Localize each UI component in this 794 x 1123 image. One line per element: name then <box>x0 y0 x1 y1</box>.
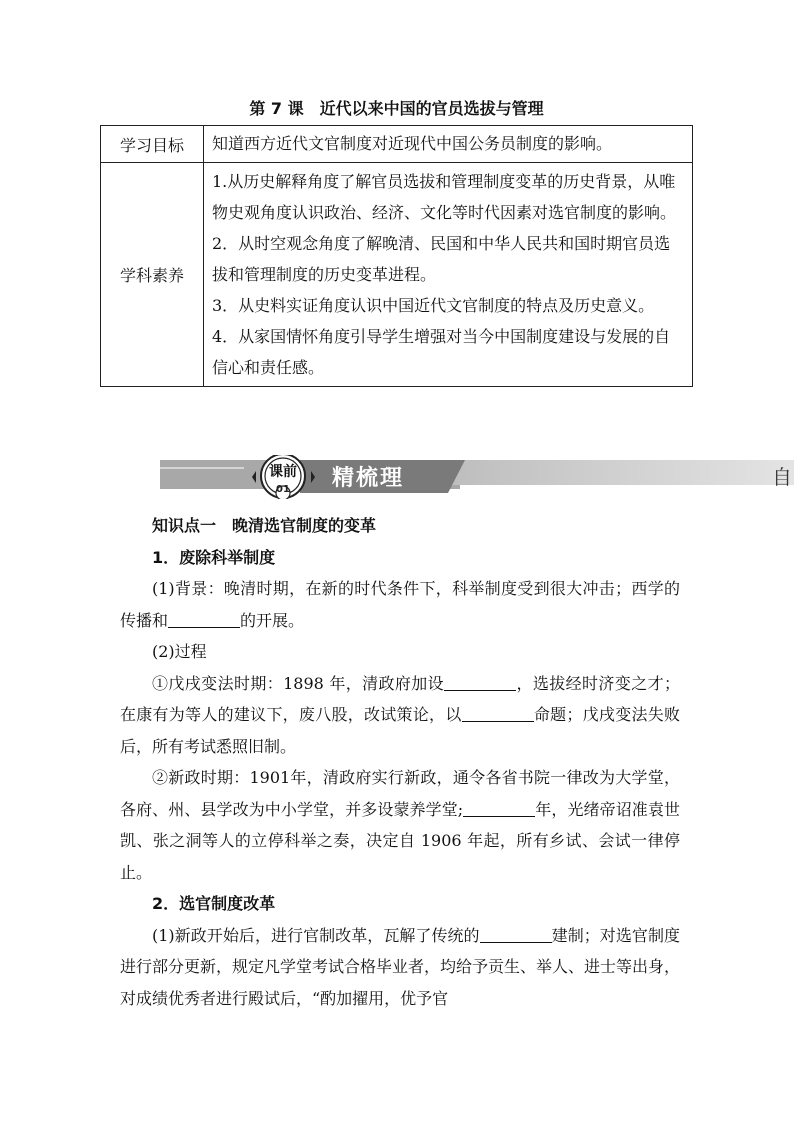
literacy-item-2: 2．从时空观念角度了解晚清、民国和中华人民共和国时期官员选拔和管理制度的历史变革进程。 <box>212 234 671 284</box>
banner-edge-text: 自 <box>772 465 792 489</box>
fill-blank[interactable] <box>463 800 535 817</box>
lesson-content <box>120 510 680 1014</box>
banner-number: 01 <box>276 484 290 495</box>
literacy-item-4: 4．从家国情怀角度引导学生增强对当今中国制度建设与发展的自信心和责任感。 <box>212 327 671 377</box>
table-row <box>101 163 693 387</box>
section-1-background: (1)背景：晚清时期，在新的时代条件下，科举制度受到很大冲击；西学的传播和 的开展。 <box>120 579 680 630</box>
fill-blank[interactable] <box>444 674 516 691</box>
goal-text: 知道西方近代文官制度对近现代中国公务员制度的影响。 <box>204 126 693 163</box>
literacy-cell <box>204 163 693 387</box>
fill-blank[interactable] <box>168 611 240 628</box>
banner-heading: 精梳理 <box>332 466 405 491</box>
table-row <box>101 126 693 163</box>
fill-blank[interactable] <box>462 705 534 722</box>
section-2-title: 2．选官制度改革 <box>152 894 276 913</box>
literacy-item-3: 3．从史料实证角度认识中国近代文官制度的特点及历史意义。 <box>212 296 655 315</box>
literacy-item-1: 1.从历史解释角度了解官员选拔和管理制度变革的历史背景，从唯物史观角度认识政治、经济、文化等时代因素对选官制度的影响。 <box>212 172 677 222</box>
banner-graphic <box>160 455 794 499</box>
knowledge-point-title: 知识点一 晚清选官制度的变革 <box>152 516 377 535</box>
goal-label: 学习目标 <box>101 126 204 163</box>
section-1-title: 1．废除科举制度 <box>152 547 276 567</box>
banner-tag: 课前 <box>269 464 297 480</box>
section-1-process-2: ②新政时期：1901年，清政府实行新政，通令各省书院一律改为大学堂，各府、州、县学改为中小学堂，并多设蒙养学堂; 年，光绪帝诏准袁世凯、张之洞等人的立停科举之奏，决定自 1906 年起，所有乡试、会试一律停止。 <box>120 768 680 882</box>
section-1-process-1: ①戊戌变法时期：1898 年，清政府加设 ，选拔经时济变之才；在康有为等人的建议下，废八股，改试策论，以 命题；戊戌变法失败后，所有考试悉照旧制。 <box>120 673 680 756</box>
lesson-title: 第 7 课 近代以来中国的官员选拔与管理 <box>249 99 544 118</box>
section-1-process-title: (2)过程 <box>152 642 207 661</box>
fill-blank[interactable] <box>480 926 552 943</box>
section-banner <box>160 455 794 499</box>
learning-goals-table <box>100 125 693 387</box>
section-2-paragraph-1: (1)新政开始后，进行官制改革，瓦解了传统的 建制；对选官制度进行部分更新，规定凡学堂考试合格毕业者，均给予贡生、举人、进士等出身，对成绩优秀者进行殿试后，“酌加擢用，优予官 <box>120 925 681 1008</box>
literacy-label: 学科素养 <box>101 163 204 387</box>
